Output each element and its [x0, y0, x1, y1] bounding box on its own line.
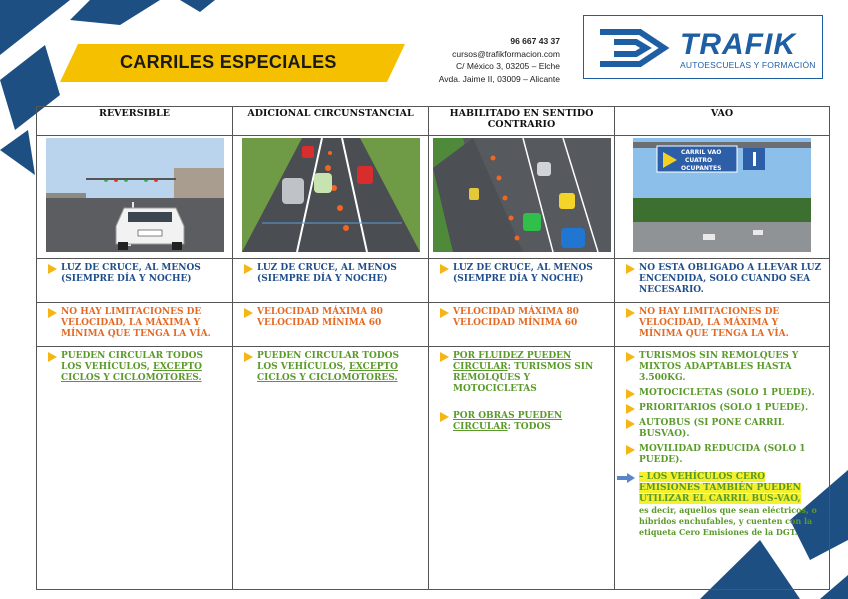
vao-item-autobus: AUTOBUS (SI PONE CARRIL BUSVAO). [615, 418, 829, 440]
col-vao: VAO [615, 107, 830, 136]
bullet-triangle-icon [626, 352, 635, 362]
vehicles-habilitado-fluidez: POR FLUIDEZ PUEDEN CIRCULAR: TURISMOS SIN REMOLQUES Y MOTOCICLETAS [429, 351, 614, 395]
contact-info [380, 35, 560, 85]
page-title: CARRILES ESPECIALES [120, 52, 337, 72]
vehicles-habilitado-obras: POR OBRAS PUEDEN CIRCULAR: TODOS [429, 411, 614, 433]
bullet-triangle-icon [626, 264, 635, 274]
bullet-triangle-icon [244, 308, 253, 318]
bullet-triangle-icon [626, 308, 635, 318]
col-adicional: ADICIONAL CIRCUNSTANCIAL [233, 107, 429, 136]
vao-sign-line2: CUATRO [685, 157, 713, 164]
bullet-triangle-icon [48, 264, 57, 274]
bullet-triangle-icon [440, 308, 449, 318]
address-elche: C/ México 3, 03205 – Elche [456, 61, 560, 71]
bullet-triangle-icon [244, 264, 253, 274]
lights-reversible: LUZ DE CRUCE, AL MENOS (SIEMPRE DÍA Y NOCHE) [37, 263, 232, 285]
vehicles-reversible: PUEDEN CIRCULAR TODOS LOS VEHÍCULOS, EXCEPTO CICLOS Y CICLOMOTORES. [37, 351, 232, 384]
bullet-triangle-icon [626, 419, 635, 429]
bullet-triangle-icon [626, 389, 635, 399]
lights-habilitado: LUZ DE CRUCE, AL MENOS (SIEMPRE DÍA Y NOCHE) [429, 263, 614, 285]
bullet-triangle-icon [48, 308, 57, 318]
vao-note-cero-emisiones: – LOS VEHÍCULOS CERO EMISIONES TAMBIÉN PUEDEN UTILIZAR EL CARRIL BUS-VAO, [615, 472, 829, 505]
vehicles-adicional: PUEDEN CIRCULAR TODOS LOS VEHÍCULOS, EXCEPTO CICLOS Y CICLOMOTORES. [233, 351, 428, 384]
col-habilitado: HABILITADO EN SENTIDO CONTRARIO [429, 107, 615, 136]
phone: 96 667 43 37 [510, 36, 560, 46]
speed-adicional: VELOCIDAD MÁXIMA 80 VELOCIDAD MÍNIMA 60 [233, 307, 428, 329]
speed-reversible: NO HAY LIMITACIONES DE VELOCIDAD, LA MÁXIMA Y MÍNIMA QUE TENGA LA VÍA. [37, 307, 232, 340]
contraflow-lane-photo [433, 138, 611, 252]
header-row [37, 107, 830, 136]
vao-sign-line3: OCUPANTES [681, 165, 722, 172]
vao-item-prioritarios: PRIORITARIOS (SOLO 1 PUEDE). [615, 403, 829, 414]
address-alicante: Avda. Jaime II, 03009 – Alicante [438, 73, 560, 84]
bullet-triangle-icon [626, 404, 635, 414]
speed-row [37, 303, 830, 347]
lanes-table [36, 106, 830, 590]
bullet-triangle-icon [440, 412, 449, 422]
bullet-triangle-icon [440, 352, 449, 362]
vao-item-movilidad: MOVILIDAD REDUCIDA (SOLO 1 PUEDE). [615, 444, 829, 466]
additional-lane-photo [242, 138, 420, 252]
lights-adicional: LUZ DE CRUCE, AL MENOS (SIEMPRE DÍA Y NOCHE) [233, 263, 428, 285]
bullet-triangle-icon [626, 445, 635, 455]
vao-lane-photo [633, 138, 811, 252]
logo-subtitle: AUTOESCUELAS Y FORMACIÓN [680, 60, 816, 70]
vao-item-turismos: TURISMOS SIN REMOLQUES Y MIXTOS ADAPTABLES HASTA 3.500KG. [615, 351, 829, 384]
trafik-logo-icon [596, 24, 678, 70]
vao-note-detail: es decir, aquellos que sean eléctricos, o híbridos enchufables, y cuenten con la etiqueta Cero Emisiones de la DGT. [639, 505, 817, 537]
email[interactable]: cursos@trafikformacion.com [452, 48, 560, 59]
reversible-lane-photo [46, 138, 224, 252]
image-row [37, 136, 830, 259]
vao-item-motocicletas: MOTOCICLETAS (SOLO 1 PUEDE). [615, 388, 829, 399]
vao-sign-line1: CARRIL VAO [681, 149, 722, 156]
arrow-right-icon [617, 473, 635, 483]
speed-vao: NO HAY LIMITACIONES DE VELOCIDAD, LA MÁXIMA Y MÍNIMA QUE TENGA LA VÍA. [615, 307, 829, 340]
bullet-triangle-icon [48, 352, 57, 362]
bullet-triangle-icon [244, 352, 253, 362]
vehicles-row [37, 347, 830, 590]
col-reversible: REVERSIBLE [37, 107, 233, 136]
speed-habilitado: VELOCIDAD MÁXIMA 80 VELOCIDAD MÍNIMA 60 [429, 307, 614, 329]
lights-row [37, 259, 830, 303]
logo-name: TRAFIK [680, 28, 796, 61]
lights-vao: NO ESTA OBLIGADO A LLEVAR LUZ ENCENDIDA, SOLO CUANDO SEA NECESARIO. [615, 263, 829, 296]
bullet-triangle-icon [440, 264, 449, 274]
